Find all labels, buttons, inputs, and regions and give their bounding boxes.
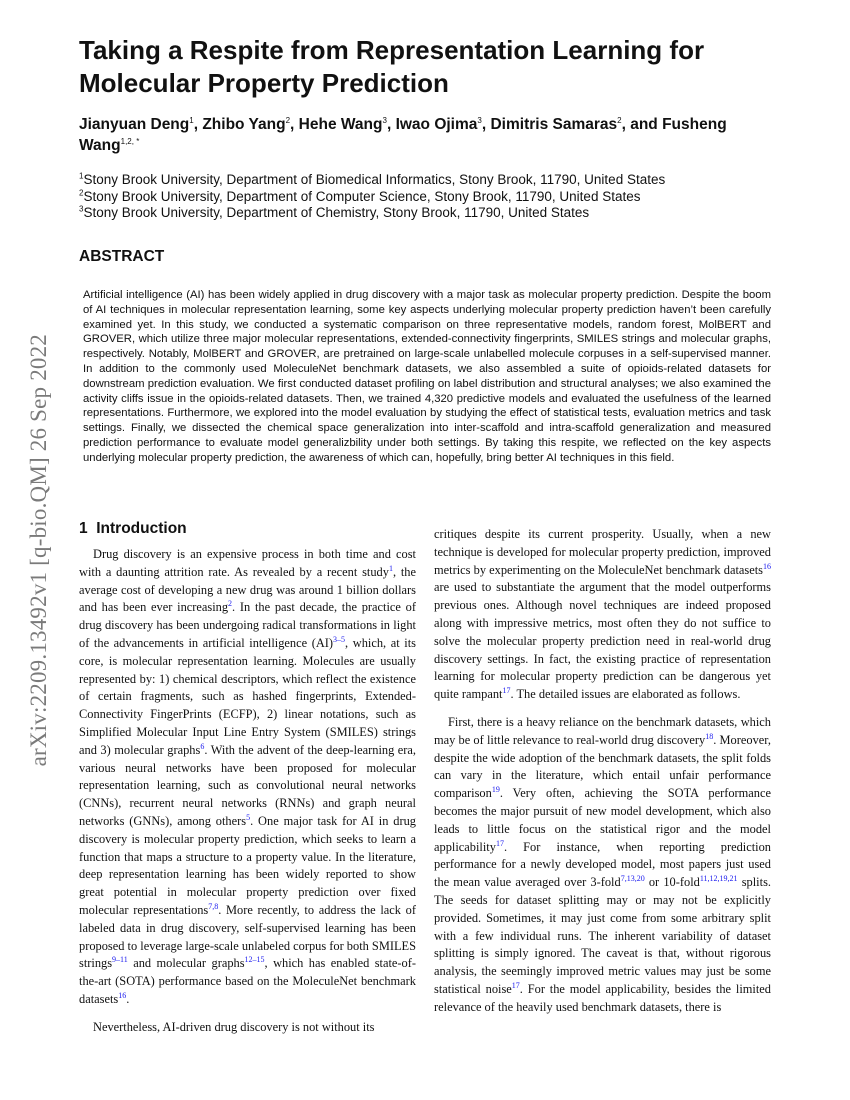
author-name: Dimitris Samaras	[490, 116, 618, 133]
affiliation-number: 2	[79, 188, 84, 197]
author-separator: ,	[481, 116, 491, 133]
author-affiliation-mark: 2	[617, 115, 622, 125]
citation-link[interactable]: 17	[495, 838, 504, 848]
body-text: and molecular graphs	[127, 956, 245, 971]
body-text: . In the past decade, the practice of drug discovery has been undergoing radical transformations in light of the advancements in artificial intelligence (AI)	[79, 600, 416, 650]
affiliation-line	[79, 189, 779, 206]
affiliation-number: 1	[79, 171, 84, 181]
abstract-text: Artificial intelligence (AI) has been widely applied in drug discovery with a major task as molecular property prediction. Despite the boom of AI techniques in molecular representation learning, some key aspects underlying molecular property prediction haven’t been carefully examined yet. In this study, we conducted a systematic comparison on three representative models, random forest, MolBERT and GROVER, which utilize three major molecular representations, extended-connectivity fingerprints, SMILES strings and molecular graphs, respectively. Notably, MolBERT and GROVER, are pretrained on large-scale unlabelled molecule corpuses in a self-supervised manner. In addition to the commonly used MoleculeNet benchmark datasets, we also assembled a suite of opioids-related datasets for downstream prediction evaluation. We first conducted dataset profiling on label distribution and structural analyses; we also examined the activity cliffs issue in the opioids-related datasets. Then, we trained 4,320 predictive models and evaluated the usefulness of the learned representations. Furthermore, we explored into the model evaluation by studying the effect of statistical tests, evaluation metrics and task settings. Finally, we dissected the chemical space generalization into inter-scaffold and intra-scaffold generalization and measured prediction performance to evaluate model generalizbility under both settings. By taking this respite, we reflected on the key aspects underlying molecular property prediction, the awareness of which can, hopefully, bring better AI techniques in this field.	[83, 289, 771, 464]
citation-link[interactable]: 5	[246, 812, 251, 822]
citation-link[interactable]: 7,13,20	[620, 874, 645, 884]
intro-paragraph-2-continued	[434, 526, 771, 704]
citation-link[interactable]: 18	[705, 731, 714, 741]
citation-link[interactable]: 9–11	[112, 955, 128, 965]
citation-link[interactable]: 19	[491, 785, 500, 795]
author-affiliation-mark: 1,2, *	[120, 136, 140, 146]
arxiv-identifier-stamp	[26, 270, 52, 830]
citation-link[interactable]: 17	[502, 686, 511, 696]
author-separator: , and	[621, 116, 663, 133]
arxiv-identifier-text: arXiv:2209.13492v1 [q-bio.QM] 26 Sep 2022	[26, 333, 51, 767]
body-text: , the average cost of developing a new drug was around 1 billion dollars and has been ever increasing	[79, 564, 416, 615]
author-separator: ,	[386, 116, 396, 133]
citation-link[interactable]: 6	[200, 741, 205, 751]
citation-link[interactable]: 3–5	[333, 634, 346, 644]
body-text: are used to substantiate the argument that the model outperforms previous ones. Although novel techniques are indeed proposed along with impressive metrics, most often they do not suffice to solve the molecular property prediction need in real-world drug discovery settings. In fact, the existing practice of representation learning for molecular property prediction can be dangerous yet quite rampant	[434, 580, 771, 702]
author-separator: ,	[290, 116, 299, 133]
body-text: . Moreover, despite the wide adoption of the benchmark datasets, the split folds can vary in the literature, which entail unfair performance comparison	[434, 732, 771, 801]
citation-link[interactable]: 17	[511, 980, 520, 990]
body-text: . For instance, when reporting prediction performance for a newly developed model, most papers just used the mean value averaged over 3-fold	[434, 839, 771, 890]
section-title: Introduction	[96, 520, 187, 537]
right-column	[434, 526, 771, 1027]
left-column	[79, 546, 416, 1047]
body-text: .	[126, 991, 130, 1006]
section-number: 1	[79, 520, 88, 537]
affiliation-text: Stony Brook University, Department of Biomedical Informatics, Stony Brook, 11790, United States	[83, 172, 666, 187]
body-text: , which has enabled state-of-the-art (SOTA) performance based on the MoleculeNet benchmark datasets	[79, 956, 416, 1006]
affiliation-text: Stony Brook University, Department of Computer Science, Stony Brook, 11790, United States	[83, 188, 641, 204]
intro-paragraph-1	[79, 546, 416, 1009]
body-text: . One major task for AI in drug discovery is molecular property prediction, which seeks to learn a function that maps a structure to a property value. In the literature, deep representation learning has been widely reported to show great potential in molecular property prediction over fixed molecular representations	[79, 813, 416, 917]
affiliation-list	[79, 172, 779, 222]
author-affiliation-mark: 1	[189, 115, 194, 125]
section-heading-introduction	[79, 520, 187, 538]
author-list	[79, 114, 779, 156]
body-text: Drug discovery is an expensive process in both time and cost with a daunting attrition rate. As revealed by a recent study	[79, 547, 416, 579]
author-separator: ,	[193, 116, 203, 133]
affiliation-line	[79, 172, 779, 189]
body-text: splits. The seeds for dataset splitting may or may not be explicitly provided. Sometimes, it may just come from some arbitrary split with a few individual runs. The inherent variability of dataset splitting is simply ignored. The caveat is that, without rigorous analysis, the seemingly improved metric values may just be some statistical noise	[434, 875, 771, 996]
citation-link[interactable]: 2	[228, 599, 233, 609]
body-text: critiques despite its current prosperity. Usually, when a new technique is developed for molecular property prediction, improved metrics by experimenting on the MoleculeNet benchmark datasets	[434, 527, 771, 577]
author-name: Iwao Ojima	[395, 116, 478, 133]
body-text: . The detailed issues are elaborated as follows.	[510, 687, 741, 702]
author-name: Fusheng Wang	[79, 116, 727, 154]
body-text: or 10-fold	[644, 875, 700, 890]
affiliation-line	[79, 205, 779, 222]
citation-link[interactable]: 12–15	[244, 955, 265, 965]
body-text: First, there is a heavy reliance on the benchmark datasets, which may be of little relevance to real-world drug discovery	[434, 714, 771, 747]
body-text: . More recently, to address the lack of labeled data in drug discovery, self-supervised learning has been proposed to leverage large-scale unlabeled corpus for both SMILES strings	[79, 902, 417, 971]
citation-link[interactable]: 7,8	[208, 901, 219, 911]
intro-paragraph-3	[434, 714, 771, 1017]
author-name: Zhibo Yang	[202, 116, 286, 133]
citation-link[interactable]: 1	[388, 563, 393, 573]
author-affiliation-mark: 3	[477, 115, 482, 125]
body-text: . Very often, achieving the SOTA performance becomes the major pursuit of new model development, which also leads to little focus on the statistical rigor and the model applicability	[434, 786, 771, 854]
body-text: , which, at its core, is molecular representation learning. Molecules are usually represented by: 1) chemical descriptors, which reflect the existence of certain fragments, such as hashed fingerprints, Extended-Connectivity FingerPrints (ECFP), 2) linear notations, such as Simplified Molecular Input Line Entry System (SMILES) strings and 3) molecular graphs	[79, 635, 417, 757]
author-affiliation-mark: 2	[285, 115, 291, 125]
intro-paragraph-2-start: Nevertheless, AI-driven drug discovery is not without its	[93, 1019, 375, 1034]
citation-link[interactable]: 11,12,19,21	[699, 874, 738, 884]
author-name: Hehe Wang	[298, 116, 383, 133]
citation-link[interactable]: 16	[763, 561, 771, 571]
affiliation-number: 3	[79, 204, 84, 214]
author-affiliation-mark: 3	[382, 115, 387, 125]
citation-link[interactable]: 16	[118, 990, 127, 1000]
body-text: . For the model applicability, besides the limited relevance of the heavily used benchmark datasets, there is	[434, 981, 771, 1014]
paper-title: Taking a Respite from Representation Learning for Molecular Property Prediction	[79, 35, 705, 98]
affiliation-text: Stony Brook University, Department of Chemistry, Stony Brook, 11790, United States	[83, 205, 590, 220]
abstract-heading: ABSTRACT	[79, 248, 165, 265]
body-text: . With the advent of the deep-learning era, various neural networks have been proposed for molecular representation learning, such as convolutional neural networks (CNNs), recurrent neural networks (RNNs) and graph neural networks (GNNs), among others	[79, 742, 417, 828]
author-name: Jianyuan Deng	[79, 116, 190, 133]
